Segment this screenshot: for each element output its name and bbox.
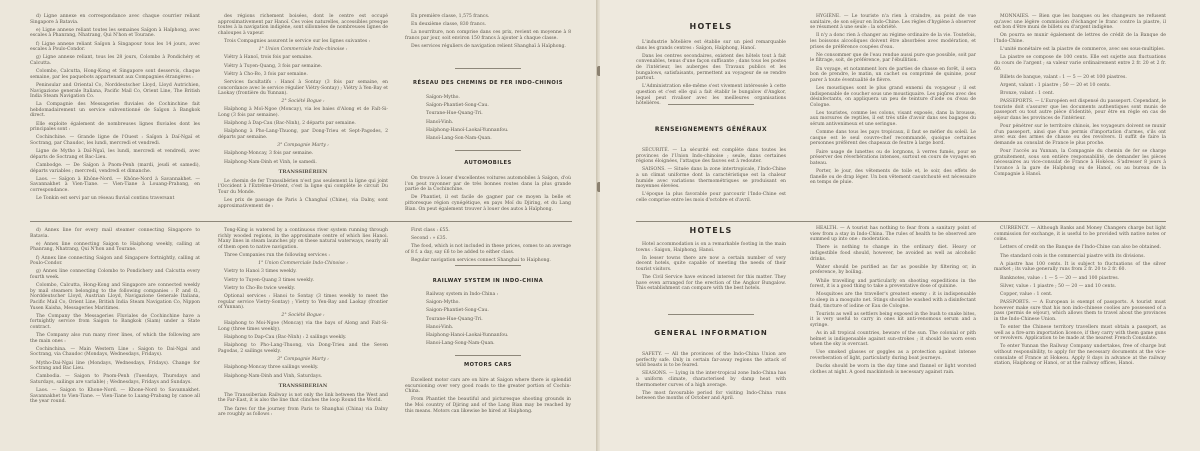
automobiles-text-fr: [405, 176, 571, 215]
paragraph: TRANSSIBÉRIEN: [278, 169, 328, 176]
paragraph: Ducks should be worn in the day time and flannel or light worsted clothes at night. A good mackintosh is necessary against rain.: [810, 364, 976, 375]
paragraph: Vietry to Tuyen-Quang 3 times weekly.: [224, 277, 314, 283]
paragraph: Faire usage de lunettes ou de lorgnons, à verres fumés, pour se préserver des réverbérations intenses, surtout en cours de voyages en bateau.: [810, 149, 976, 166]
left-bottom-column-2: [218, 228, 388, 420]
paragraph: The Transsiberian Railway is not only the link between the West and the Far-East, it is also the line that clinches the loop Round the World.: [218, 392, 388, 404]
paragraph: Vietry to Hanoi 3 times weekly.: [224, 269, 297, 275]
paragraph: While travelling and particularly on shooting expeditions in the forest, it is a good thing to take a preventative dose of quinine.: [810, 278, 976, 290]
paragraph: des régions richement boisées, dont le centre est occupé approximativement par Hanoï. Ces voies naturelles, accessibles presque toutes à la navigation indigène, sont sillonnées de nombreuses lignes de chaloupes à vapeur.: [218, 14, 388, 36]
paragraph: 2° Société Bogue :: [281, 313, 325, 319]
paragraph: Mosquitoes are the traveller's greatest enemy : it is indispensable to sleep in a mosquito net. Stings should be washed with a disinfectant fluid, tincture of iodine or Eau de Cologne.: [810, 292, 976, 309]
divider: [455, 265, 521, 266]
paragraph: Cochinchine. — Grande ligne de l'Ouest : Saïgon à Daï-Ngaï et Soctrang, par Chaudoc, les lundi, mercredi et vendredi.: [30, 135, 200, 147]
paragraph: TRANSSIBERIAN: [278, 383, 328, 390]
paragraph: Tourane-Hue-Quang-Tri.: [426, 316, 483, 322]
heading-renseignements: RENSEIGNEMENTS GÉNÉRAUX: [654, 126, 768, 133]
paragraph: d) Ligne annexe en correspondance avec chaque courrier reliant Singapore à Batavia.: [30, 14, 200, 25]
paragraph: Les prix de passage de Paris à Changhaï (Chine), via Dalny, sont approximativement de :: [218, 198, 388, 209]
paragraph: 3° Compagnie Marty :: [277, 357, 329, 363]
paragraph: Haiphong to Dap-Cau (Bac-Ninh) : 2 sailings weekly.: [224, 335, 347, 341]
left-bottom-column-1: [30, 228, 200, 408]
paragraph: Pour pénétrer sur le territoire chinois, les voyageurs doivent se munir d'un passeport, ainsi que d'un permis d'importation d'armes, s'ils ont avec eux des armes de chasse ou des revolvers. Il suffit de faire la demande au consulat de France le plus proche.: [994, 124, 1166, 147]
paragraph: Tourists as well as settlers being exposed in the bush to snake bites, it is very useful to carry in ones kit anti-venomous serum and a syringe.: [810, 311, 976, 328]
general-info-fr: [636, 148, 786, 206]
paragraph: Viétry à Cho-Bo, 3 fois par semaine.: [224, 71, 308, 77]
paragraph: Vietry to Cho-Bo twice weekly.: [224, 285, 296, 291]
paragraph: Bronze, valant : 1 cent.: [1000, 91, 1055, 97]
paragraph: Haiphong to Moi-Ngoe (Moncay) via the bays of Along and Fait-Si-Long (three times weekly).: [218, 321, 388, 333]
paragraph: Saïgon-Phantiet-Song-Cau.: [426, 103, 489, 109]
right-top-column-3: [994, 14, 1166, 180]
paragraph: The Company the Messageries Fluviales de Cochinchine have a fortnightly service from Saigon to Bangkok (Siam) under a State contract.: [30, 313, 200, 330]
paragraph: SAISONS. — Située dans la zone intertropicale, l'Indo-Chine a un climat uniforme dont la caractéristique est la chaleur humide avec variations thermométriques se produisant en moyennes élevées.: [636, 167, 786, 190]
paragraph: 2° Société Bogue :: [281, 99, 325, 105]
page-rule: [636, 221, 1166, 222]
paragraph: g) Ligne annexe reliant, tous les 28 jours, Colombo à Pondichéry et Calcutta.: [30, 55, 200, 66]
divider: [455, 150, 521, 151]
paragraph: 1° Union Commerciale Indo-Chinoise :: [258, 261, 348, 267]
paragraph: Les touristes, comme les colons, visant exposés, dans la brousse, aux morsures de reptiles, il est très utile d'avoir dans ses bagages du sérum antivenimeux et une seringue.: [810, 110, 976, 128]
paragraph: Use smoked glasses or goggles as a protection against intense reverberation of light, particularly during boat journeys.: [810, 350, 976, 362]
paragraph: La piastre se compose de 100 cents. Elle est sujette aux fluctuations du cours de l'argent ; sa valeur varie ordinairement entre 2 fr. 20 et 2 fr. 60.: [994, 55, 1166, 72]
paragraph: First class : £55.: [411, 228, 450, 233]
paragraph: e) Annex line connecting Saigon to Haiphong weekly, calling at Phanrang, Nhatrang, Qui N'hon and Tourane.: [30, 241, 200, 253]
paragraph: HYGIÈNE. — Le touriste n'a rien à craindre, au point de vue sanitaire, de son séjour en Indo-Chine. Les règles d'hygiène à observer se résument à une seule : la sobriété.: [810, 14, 976, 31]
paragraph: En voyage, et notamment lors de parties de chasse en forêt, il sera bon de prendre, le matin, un cachet ou comprimé de quinine, pour parer à toute éventualité de fièvre.: [810, 66, 976, 83]
paragraph: Hanoï-Lang-Son-Nam-Quan.: [426, 135, 492, 141]
paragraph: Elle exploite également de nombreuses lignes fluviales dont les principales sont :: [30, 121, 200, 133]
paragraph: Haïphong-Hanoï-Laokaï-Yunnanfou.: [426, 127, 509, 133]
heading-motor-cars: MOTORS CARS: [463, 362, 513, 368]
motor-cars-text-en: [405, 378, 571, 417]
paragraph: PASSPORTS. — A European is exempt of passports. A tourist must however make sure that his non indo-chinese coolies are possessed of a pass (permis de séjour), which allows them to travel about the provinces in the Indo-Chinese Union.: [994, 300, 1166, 322]
paragraph: Pour l'accès au Yunnan, la Compagnie du chemin de fer se charge gratuitement, sous son entière responsabilité, de demander les pièces nécessaires au vice-consulat de France à Hokéou. S'adresser 8 jours à l'avance à la gare de Haïphong ou de Hanoï, ou au bureau de la Compagnie à Hanoï.: [994, 149, 1166, 177]
paragraph: 3° Compagnie Marty :: [277, 143, 329, 149]
paragraph: Peninsular and Oriental Co, Norddeutscher Lloyd, Lloyd Autrichien, Navigazione generale Italiana, Pacific Mail Co, Orient Line, The British India Steam Navigation Co.: [30, 82, 200, 100]
paragraph: En première classe, 1,575 francs.: [411, 14, 490, 19]
paragraph: Letters of credit on the Banque de l'Indo-Chine can also be obtained.: [1000, 245, 1162, 251]
paragraph: Saigon-Mytho.: [426, 300, 460, 306]
paragraph: L'unité monétaire est la piastre de commerce, avec ses sous-multiples.: [1000, 47, 1166, 53]
paragraph: Hanoi-Lang-Song-Nam-Quan.: [426, 341, 495, 347]
paragraph: On pourra se munir également de lettres de crédit de la Banque de l'Indo-Chine.: [994, 33, 1166, 44]
paragraph: Dans les centres secondaires, existent des hôtels tout à fait convenables, tenus d'une façon suffisante ; dans tous les postes de l'intérieur, les auberges des Travaux publics et les bungalows, satisfaisants, permettent au voyageur de se rendre partout.: [636, 53, 786, 82]
paragraph: Cambodge. — De Saïgon à Pnom-Penh (mardi, jeudi et samedi), départs variables ; mercredi, vendredi et dimanche.: [30, 163, 200, 174]
paragraph: The most favourable period for visiting Indo-China runs between the months of October and April.: [636, 390, 786, 402]
heading-railway-fr: RÉSEAU DES CHEMINS DE FER INDO-CHINOIS: [412, 80, 564, 86]
paragraph: Laos. — Saigon to Khone-Nord. — Khone-Nord to Savannakhet. Savannakhet to Vien-Tiane. — Vien-Tiane to Luang-Prabang by canoe all the year round.: [30, 388, 200, 405]
heading-hotels-fr: HOTELS: [689, 22, 733, 31]
paragraph: Trois Compagnies assurent le service sur les lignes suivantes :: [224, 38, 371, 44]
paragraph: Hanoi-Vinh.: [426, 324, 454, 330]
paragraph: There is nothing to change in the ordinary diet. Heavy or indigestible food should, however, be avoided as well as alcoholic drinks.: [810, 245, 976, 262]
paragraph: Mytho-Dai-Ngai line (Mondays, Wednesdays, Fridays). Change for Soctrang and Bac Lieu.: [30, 360, 200, 372]
right-page: [600, 0, 1200, 451]
paragraph: e) Ligne annexe reliant toutes les semaines Saïgon à Haïphong, avec escales à Phanrang, Nhatrang, Qui N'hon et Tourane.: [30, 27, 200, 39]
paragraph: L'industrie hôtelière est établie sur un pied remarquable dans les grands centres : Saïgon, Haïphong, Hanoï.: [636, 40, 786, 51]
heading-railway-en: RAILWAY SYSTEM IN INDO-CHINA: [432, 278, 544, 284]
paragraph: Silver, value : 1 piastre ; 50 — 20 — and 10 cents.: [1000, 283, 1117, 289]
paragraph: SÉCURITÉ. — La sécurité est complète dans toutes les provinces de l'Union Indo-chinoise ; seule, dans certaines régions éloignées, l'attaque des fauves est à redouter.: [636, 148, 786, 165]
hotels-text-en: [636, 242, 786, 295]
paragraph: Haïphong-Moncay, 3 fois par semaine.: [224, 151, 314, 157]
paragraph: Le chemin de fer Transsibérien n'est pas seulement la ligne qui joint l'Occident à l'Extrême-Orient, c'est la ligne qui complète le circuit Du Tour du Monde.: [218, 178, 388, 195]
paragraph: Colombo, Calcutta, Hong-Kong and Singapore are connected weekly by mail steamers belonging to the following companies : P. and O., Norddeutscher Lloyd, Austrian Lloyd, Navigazione Generale Italiana, Pacific Mail Co, Orient Line, British India Steam Navigation Co, Nippon Yusen Kaisha, Messageries Maritimes.: [30, 283, 200, 311]
paragraph: Viétry à Tuyen-Quang, 3 fois par semaine.: [224, 63, 323, 69]
paragraph: As in all tropical countries, beware of the sun. The colonial or pith helmet is indispensable against sun-strokes ; it should be worn even when the sky is overcast.: [810, 331, 976, 348]
left-top-column-1: [30, 14, 200, 204]
paragraph: Banknotes, value : 1 — 5 — 20 — and 100 piastres.: [1000, 275, 1120, 281]
paragraph: Saïgon-Mytho.: [426, 95, 460, 100]
paragraph: Le Tonkin est servi par un réseau fluvial continu traversant: [36, 196, 175, 202]
paragraph: The food, which is not included in these prices, comes to an average of 8 f. a day, say £6 to be added to either class.: [405, 244, 571, 255]
hotels-text-fr: [636, 40, 786, 109]
paragraph: On trouve à louer d'excellentes voitures automobiles à Saïgon, d'où l'on peut rayonner par de très bonnes routes dans la plus grande partie de la Cochinchine.: [405, 176, 571, 193]
paragraph: To enter Yunnan the Railway Company undertakes, free of charge but without responsibility, to apply for the necessary documents at the vice-consulate of France at Hokeou. Apply 8 days in advance at the railway station, Haiphong or Hanoi, or at the railway offices, Hanoi.: [994, 344, 1166, 367]
paragraph: Cochinchina. — Main Western Line : Saigon to Dai-Ngai and Soctrang, via Chaudoc (Mondays, Wednesdays, Fridays).: [30, 346, 200, 358]
paragraph: Haiphong-Moncay three sailings weekly.: [224, 365, 319, 371]
divider: [668, 314, 754, 315]
paragraph: HEALTH. — A tourist has nothing to fear from a sanitary point of view from a stay in Indo-China. The rules of health to be observed are summed up into one : moderation.: [810, 226, 976, 243]
railway-lines-en: [420, 292, 570, 349]
paragraph: Excellent motor cars are on hire at Saigon where there is splendid excursioning over very good roads to the greater portion of Cochin-China.: [405, 378, 571, 395]
paragraph: Optional services : Hanoi to Sontay (3 times weekly to meet the regular service Vietry-Sontay) ; Vietry to Yen-Bay and Laokay (frontier of Yunnan).: [218, 293, 388, 311]
paragraph: La nourriture, non comprise dans ces prix, revient en moyenne à 8 francs par jour, soit environ 150 francs à ajouter à chaque classe.: [405, 30, 571, 41]
paragraph: Saigon-Phantiet-Song-Cau.: [426, 308, 489, 314]
paragraph: Hanoï-Vinh.: [426, 119, 454, 125]
paragraph: Haïphong à Moï-Ngoe (Moncay), via les baies d'Along et de Faït-Si-Long (3 fois par semaine).: [218, 107, 388, 119]
divider: [455, 68, 521, 69]
paragraph: SAFETY. — All the provinces of the Indo-China Union are perfectly safe. Only in certain far-away regions the attack of wild beasts is to be feared.: [636, 352, 786, 369]
paragraph: Three Companies run the following services :: [224, 252, 330, 258]
paragraph: Regular navigation services connect Shanghai to Haiphong.: [411, 258, 551, 264]
paragraph: Tong-King is watered by a continuous river system running through richly wooded regions, in the approximate centre of which lies Hanoi. Many lines in steam launches ply on these natural waterways, nearly all of them open to native navigation.: [218, 228, 388, 250]
left-bottom-column-3: [405, 228, 571, 266]
paragraph: Porter, le jour, des vêtements de toile et, le soir, des effets de flanelle ou de drap léger. Un bon vêtement caoutchouté est nécessaire en temps de pluie.: [810, 169, 976, 186]
paragraph: Haïphong à Pho-Lang-Thuong, par Dong-Trieu et Sept-Pagodes, 2 départs par semaine.: [218, 129, 388, 141]
paragraph: Comme dans tous les pays tropicaux, il faut se méfier du soleil. Le casque est le seul couvre-chef recommandé, quoique certaines personnes préfèrent des chapeaux de feutre à large bord.: [810, 130, 976, 147]
paragraph: L'époque la plus favorable pour parcourir l'Indo-Chine est celle comprise entre les mois d'octobre et d'avril.: [636, 192, 786, 203]
paragraph: CURRENCY. — Although Banks and Money Changers charge but light commission for exchange, it is useful to be provided with native notes or coins.: [994, 226, 1166, 243]
paragraph: Billets de banque, valant : 1 — 5 — 20 et 100 piastres.: [1000, 74, 1127, 80]
paragraph: From Phantiet the beautiful and picturesque shooting grounds in the Moi country of Djiring and of the Lang Bian may be reached by this means. Motors can likewise be hired at Haiphong.: [405, 397, 571, 414]
paragraph: Ligne de Mytho à Daï-Ngaï, les lundi, mercredi et vendredi, avec départs de Soctrang et Bac-Lieu.: [30, 149, 200, 160]
paragraph: Railway system in Indo-China :: [426, 292, 499, 297]
paragraph: Haiphong to Pho-Lang-Thuong, via Dong-Trieu and the Seven Pagodas, 2 sailings weekly.: [218, 343, 388, 355]
paragraph: Haïphong à Dap-Cau (Bac-Ninh), 2 départs par semaine.: [224, 121, 356, 127]
right-top-column-2: [810, 14, 976, 188]
page-rule: [30, 221, 572, 222]
paragraph: PASSEPORTS. — L'Européen est dispensé du passeport. Cependant, le touriste doit s'assurer que les documents authentiques sont munis de passeport ou tout autre pièce d'identité, pour être en règle en cas de séjour dans les provinces de l'intérieur.: [994, 99, 1166, 122]
paragraph: In lesser towns there are now a certain number of very decent hotels, quite capable of meeting the needs of their tourist visitors.: [636, 255, 786, 272]
paragraph: g) Annex line connecting Colombo to Pondichery and Calcutta every fourth week.: [30, 269, 200, 280]
divider: [668, 104, 754, 105]
paragraph: The fares for the journey from Paris to Shanghai (China) via Dalny are roughly as follows :: [218, 406, 388, 418]
heading-general-information: GENERAL INFORMATION: [654, 329, 768, 337]
paragraph: The standard coin is the commercial piastre with its divisions.: [1000, 253, 1145, 259]
divider: [455, 355, 521, 356]
paragraph: Copper, value : 1 cent.: [1000, 291, 1053, 297]
right-bottom-column-2: [810, 226, 976, 378]
paragraph: Argent, valant : 1 piastre ; 50 — 20 et 10 cents.: [1000, 82, 1111, 88]
paragraph: De Phantiet, il est facile de gagner par ce moyen la belle et pittoresque région cynégétique, en pays Moï du Djiring, et du Lang Bian. On peut également trouver à louer des autos à Haïphong.: [405, 195, 571, 212]
paragraph: La Compagnie des Messageries fluviales de Cochinchine fait hebdomadairement un service subventionné de Saïgon à Bangkok direct.: [30, 102, 200, 119]
general-info-en: [636, 352, 786, 405]
paragraph: The Company also run many river lines, of which the following are the main ones :: [30, 333, 200, 344]
paragraph: Hotel accommodation is on a remarkable footing in the main towns : Saigon, Haiphong, Hanoi.: [636, 242, 786, 253]
paragraph: f) Ligne annexe reliant Saïgon à Singapour tous les 14 jours, avec escales à Poulo-Condor.: [30, 41, 200, 53]
left-top-column-2: [218, 14, 388, 212]
paragraph: Ne consommer que de l'eau rendue aussi pure que possible, soit par le filtrage, soit, de préférence, par l'ébullition.: [810, 52, 976, 64]
paragraph: Colombo, Calcutta, Hong-Kong et Singapore sont desservis, chaque semaine, par les paquebots appartenant aux Compagnies étrangères :: [30, 69, 200, 80]
paragraph: MONNAIES. — Bien que les banques ou les changeurs ne refusent qu'avec une légère commission d'échanger le franc contre la piastre, il est bon d'être muni de billets ou d'argent indigène.: [994, 14, 1166, 31]
paragraph: f) Annex line connecting Saigon and Singapore fortnightly, calling at Poulo-Condor.: [30, 255, 200, 267]
paragraph: A piastre has 100 cents. It is subject to fluctuations of the silver market ; its value generally runs from 2 fr. 20 to 2 fr. 60.: [994, 261, 1166, 273]
paragraph: Viétry à Hanoï, trois fois par semaine.: [224, 55, 313, 61]
paragraph: Laos. — Saïgon à Khône-Nord. — Khône-Nord à Savannakhet. — Savannakhet à Vien-Tiane. — Vien-Tiane à Louang-Prabang, en correspondance.: [30, 176, 200, 193]
paragraph: Second : » £35.: [411, 236, 448, 242]
paragraph: 1° Union Commerciale Indo-chinoise :: [258, 47, 348, 53]
paragraph: To enter the Chinese territory travellers must obtain a passport, as well as a fire-arm importation licence, if they carry with them game guns or revolvers. Application to be made at the nearest French Consulate.: [994, 325, 1166, 342]
paragraph: SEASONS. — Lying in the inter-tropical zone Indo-China has a uniform climate, characterised by damp heat with thermometer curves of a high average.: [636, 371, 786, 388]
railway-lines-fr: [420, 95, 570, 144]
paragraph: Services facultatifs : Hanoï à Sontay (3 fois par semaine, en concordance avec le service régulier Viétry-Sontay) ; Viétry à Yen-Bay et Laokay (frontière du Yunnan).: [218, 79, 388, 97]
paragraph: Tourane-Hue-Quang-Tri.: [426, 111, 483, 117]
heading-automobiles: AUTOMOBILES: [464, 160, 512, 166]
paragraph: The Civil Service have evinced interest for this matter. They have even arranged for the erection of the Angkor Bungalow. This establishment can compare with the best hotels.: [636, 275, 786, 292]
right-bottom-column-3: [994, 226, 1166, 369]
paragraph: Cambodia. — Saigon to Pnom-Penh (Tuesdays, Thursdays and Saturdays, sailings are variable) ; Wednesdays, Fridays and Sundays.: [30, 374, 200, 385]
paragraph: Haiphong-Nam-Dinh and Vinh, Saturdays.: [224, 373, 323, 379]
paragraph: Water should be purified as far as possible by filtering or, in preference, by boiling.: [810, 264, 976, 276]
heading-hotels-en: HOTELS: [689, 226, 733, 235]
paragraph: En deuxième classe, 830 francs.: [411, 22, 487, 28]
paragraph: d) Annex line for every mail steamer connecting Singapore to Batavia.: [30, 228, 200, 239]
paragraph: L'Administration elle-même s'est vivement intéressée à cette question et c'est elle qui a fait établir le bungalow d'Angkor, lequel peut rivaliser avec les meilleures organisations hôtelières.: [636, 84, 786, 107]
paragraph: Les moustiques sont le plus grand ennemi du voyageur ; il est indispensable de coucher sous une moustiquaire. Les piqûres avec des désinfectants, on appliquera un peu de teinture d'iode ou d'eau de Cologne.: [810, 85, 976, 108]
paragraph: Haiphong-Hanoi-Laokai-Yunnanfou.: [426, 332, 509, 338]
left-top-column-3: [405, 14, 571, 52]
paragraph: Il n'y a donc rien à changer au régime ordinaire de la vie. Toutefois, les boissons alcooliques doivent être absorbées avec modération, et prises de préférence coupées d'eau.: [810, 33, 976, 50]
paragraph: Haïphong-Nam-Dinh et Vinh, le samedi.: [224, 159, 317, 165]
paragraph: Des services réguliers de navigation relient Shanghaï à Haïphong.: [411, 44, 566, 50]
